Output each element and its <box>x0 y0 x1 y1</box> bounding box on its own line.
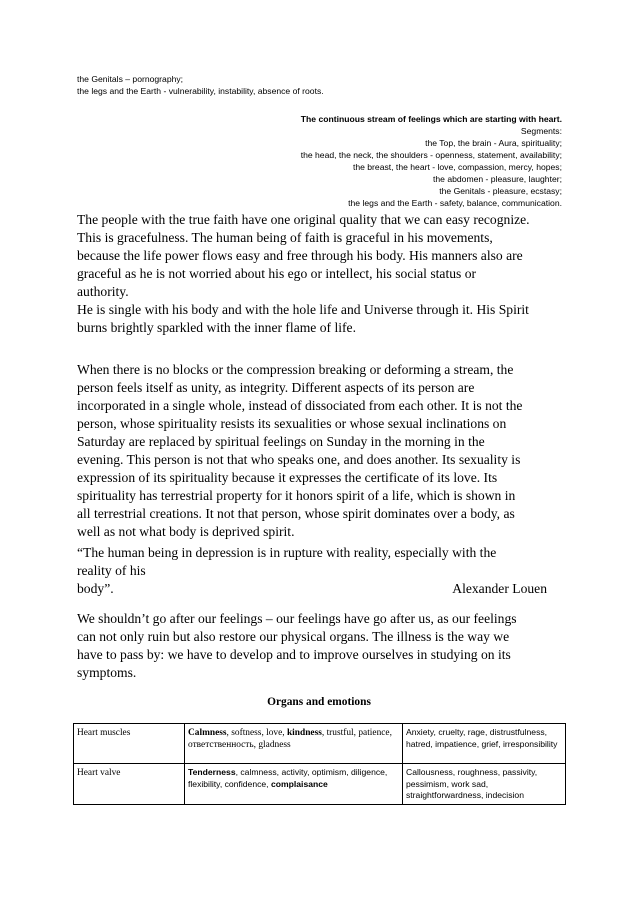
stream-heading: The continuous stream of feelings which are starting with heart. <box>300 114 562 124</box>
para-line: symptoms. <box>77 665 137 680</box>
quote-end: body”. <box>77 581 114 596</box>
organ-cell: Heart muscles <box>74 724 185 764</box>
para-line: We shouldn’t go after our feelings – our feelings have go after us, as our feelings <box>77 611 517 626</box>
paragraph-feelings <box>77 610 577 682</box>
positive-bold: kindness <box>286 728 322 738</box>
quote-author: Alexander Louen <box>452 581 547 596</box>
table-row <box>74 724 566 764</box>
top-lines <box>77 73 577 97</box>
table-title: Organs and emotions <box>267 696 371 708</box>
positive-lead: Tenderness <box>188 767 236 777</box>
stream-line: Segments: <box>520 126 562 136</box>
table-row <box>74 764 566 805</box>
para-line: all terrestrial creations. It not that person, whose spirit dominates over a body, as <box>77 506 515 521</box>
paragraph-unity <box>77 361 577 541</box>
positive-text: , calmness, activity, optimism, diligence, flexibility, confidence, <box>188 767 388 789</box>
para-line: The people with the true faith have one original quality that we can easy recognize. <box>77 212 530 227</box>
stream-line: the Genitals - pleasure, ecstasy; <box>439 186 562 196</box>
para-line: When there is no blocks or the compression breaking or deforming a stream, the <box>77 362 514 377</box>
top-line: the legs and the Earth - vulnerability, instability, absence of roots. <box>77 86 324 96</box>
para-line: well as not what body is deprived spirit. <box>77 524 295 539</box>
organs-emotions-table <box>73 723 566 805</box>
para-line: evening. This person is not that who speaks one, and does another. Its sexuality is <box>77 452 521 467</box>
para-line: because the life power flows easy and free through his body. His manners also are <box>77 248 523 263</box>
stream-line: the head, the neck, the shoulders - openness, statement, availability; <box>300 150 562 160</box>
positive-lead: Calmness <box>188 728 227 738</box>
para-line: Saturday are replaced by spiritual feelings on Sunday in the morning in the <box>77 434 485 449</box>
top-line: the Genitals – pornography; <box>77 74 184 84</box>
quote-block <box>77 544 577 598</box>
quote-line: reality of his <box>77 563 146 578</box>
para-line: person, whose spirituality resists its sexualities or whose sexual inclinations on <box>77 416 507 431</box>
para-line: have to pass by: we have to develop and to improve ourselves in studying on its <box>77 647 511 662</box>
stream-block <box>82 113 562 209</box>
para-line: authority. <box>77 284 129 299</box>
negative-emotions-cell: Anxiety, cruelty, rage, distrustfulness, hatred, impatience, grief, irresponsibility <box>403 724 566 764</box>
stream-line: the abdomen - pleasure, laughter; <box>433 174 562 184</box>
paragraph-faith <box>77 211 577 337</box>
para-line: burns brightly sparkled with the inner flame of life. <box>77 320 356 335</box>
stream-line: the breast, the heart - love, compassion, mercy, hopes; <box>352 162 562 172</box>
negative-emotions-cell: Callousness, roughness, passivity, pessimism, work sad, straightforwardness, indecision <box>403 764 566 805</box>
positive-text: , trustful, patience, ответственность, gladness <box>188 728 392 750</box>
positive-bold: complaisance <box>270 778 328 789</box>
para-line: incorporated in a single whole, instead of dissociated from each other. It is not the <box>77 398 523 413</box>
quote-line: “The human being in depression is in rupture with reality, especially with the <box>77 545 497 560</box>
positive-text: , softness, love, <box>226 728 287 738</box>
para-line: He is single with his body and with the hole life and Universe through it. His Spirit <box>77 302 529 317</box>
para-line: This is gracefulness. The human being of faith is graceful in his movements, <box>77 230 493 245</box>
stream-line: the legs and the Earth - safety, balance, communication. <box>348 198 562 208</box>
para-line: expression of its spirituality because it expresses the certificate of its love. Its <box>77 470 498 485</box>
positive-emotions-cell <box>185 724 403 764</box>
quote-last-line <box>77 580 547 598</box>
para-line: person feels itself as unity, as integrity. Different aspects of its person are <box>77 380 475 395</box>
positive-emotions-cell <box>185 764 403 805</box>
stream-line: the Top, the brain - Aura, spirituality; <box>425 138 562 148</box>
organ-cell: Heart valve <box>74 764 185 805</box>
para-line: can not only ruin but also restore our physical organs. The illness is the way we <box>77 629 510 644</box>
para-line: spirituality has terrestrial property for it honors spirit of a life, which is shown in <box>77 488 516 503</box>
para-line: graceful as he is not worried about his ego or intellect, his social status or <box>77 266 477 281</box>
